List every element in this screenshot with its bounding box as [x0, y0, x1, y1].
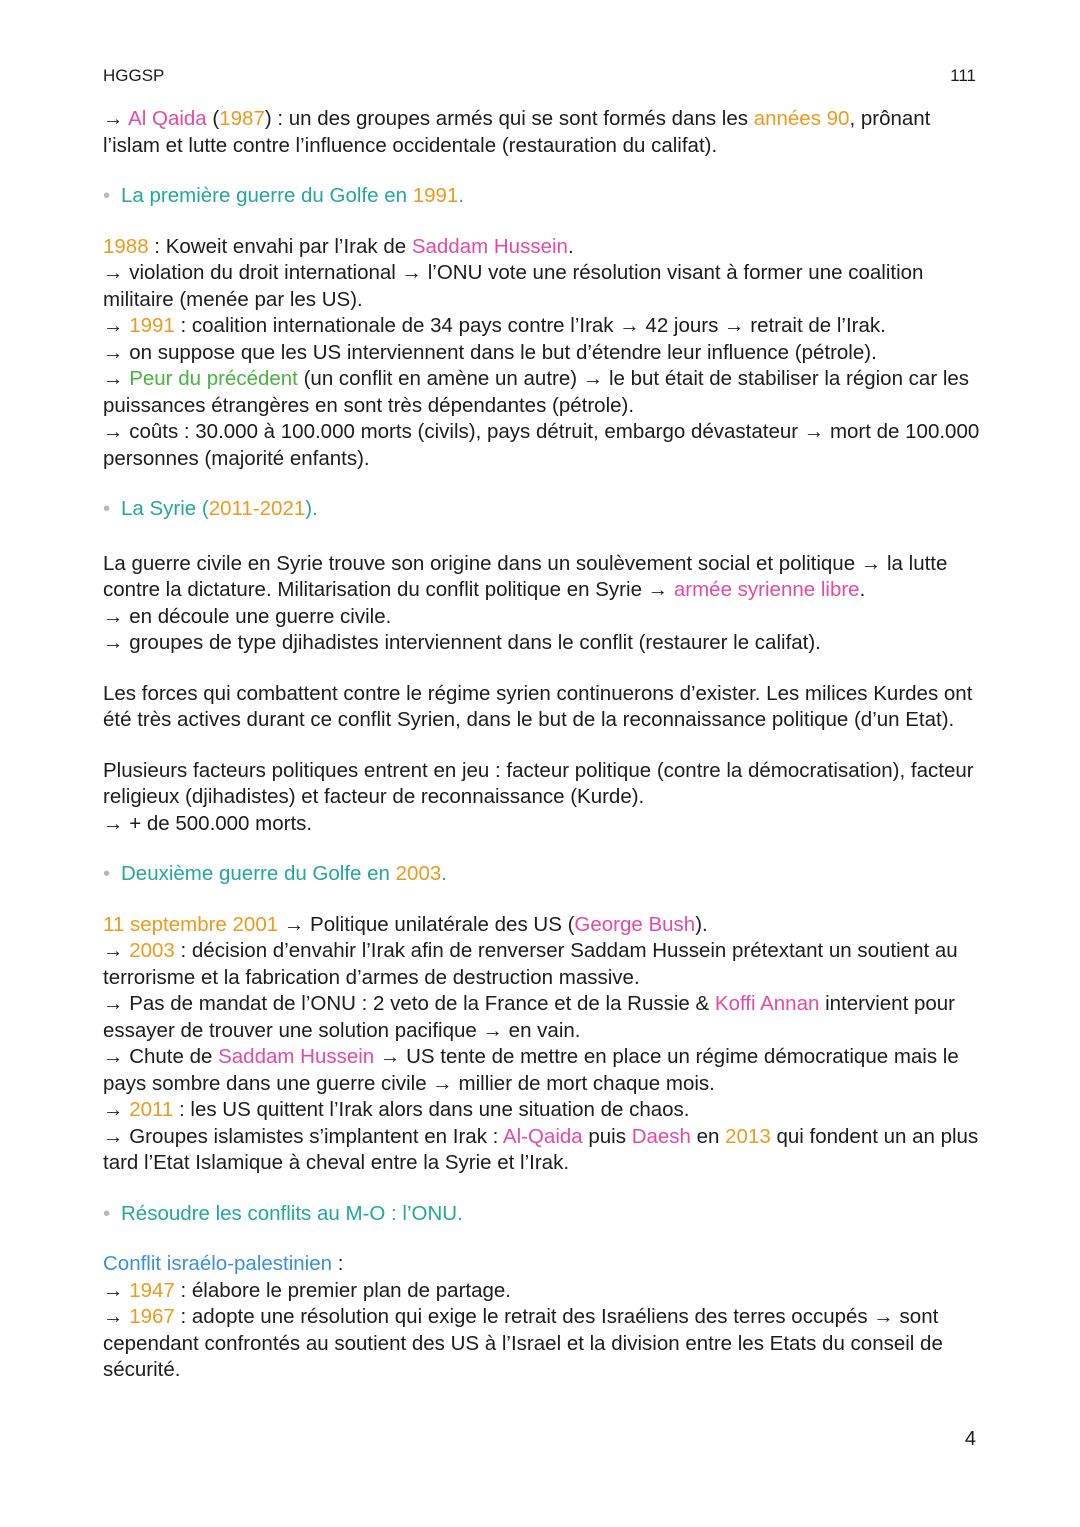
- text-run: : Koweit envahi par l’Irak de: [148, 234, 412, 258]
- note-line: [103, 340, 983, 367]
- text-run: →: [103, 107, 129, 130]
- note-line: [103, 1124, 983, 1177]
- text-run: armée syrienne libre: [673, 578, 860, 601]
- text-run: → en découle une guerre civile.: [103, 604, 392, 628]
- note-line: [103, 811, 983, 838]
- note-line: [103, 681, 983, 734]
- note-line: [103, 1097, 983, 1124]
- text-run: puis: [582, 1124, 632, 1148]
- note-line: [103, 260, 983, 313]
- bullet-icon: •: [103, 1201, 111, 1225]
- text-run: .: [567, 234, 574, 258]
- text-run: → US tente de mettre en place un régime démocratique mais le pays sombre dans une guerre civile → millier de mort chaque mois.: [103, 1045, 959, 1095]
- text-run: Conflit israélo-palestinien: [103, 1252, 333, 1275]
- text-run: → coûts : 30.000 à 100.000 morts (civils), pays détruit, embargo dévastateur → mort de 100.000 personnes (majorité enfants).: [103, 420, 980, 470]
- section-heading: [103, 861, 983, 888]
- text-run: intervient pour essayer de trouver une solution pacifique → en vain.: [103, 992, 955, 1042]
- text-run: →: [103, 367, 130, 390]
- note-line: [103, 366, 983, 419]
- page-number: 4: [964, 1428, 976, 1450]
- text-run: : adopte une résolution qui exige le retrait des Israéliens des terres occupés → sont cependant confrontés au soutient des US à l’Israel et la division entre les Etats du conseil de sécurité.: [103, 1305, 943, 1381]
- text-run: →: [103, 1098, 130, 1121]
- text-run: →: [103, 1278, 130, 1302]
- note-line: [103, 938, 983, 991]
- text-run: ).: [305, 497, 318, 520]
- note-line: [103, 234, 983, 261]
- text-run: :: [332, 1252, 344, 1275]
- note-line: [103, 1304, 983, 1384]
- text-run: George Bush: [574, 912, 696, 936]
- text-run: → on suppose que les US interviennent dans le but d’étendre leur influence (pétrole).: [103, 340, 877, 364]
- text-run: 11 septembre 2001: [103, 912, 279, 936]
- text-run: →: [103, 1305, 130, 1328]
- text-run: Al-Qaida: [502, 1124, 583, 1148]
- note-line: [103, 912, 983, 939]
- text-run: en: [690, 1124, 726, 1148]
- note-line: [103, 1278, 983, 1305]
- text-run: → Pas de mandat de l’ONU : 2 veto de la France et de la Russie &: [103, 992, 715, 1015]
- text-run: 2013: [725, 1124, 771, 1148]
- text-run: Saddam Hussein: [411, 234, 568, 258]
- text-run: .: [859, 578, 866, 601]
- text-run: → Groupes islamistes s’implantent en Irak :: [103, 1124, 503, 1148]
- text-run: Al Qaida: [128, 107, 207, 130]
- text-run: ) : un des groupes armés qui se sont formés dans les: [264, 107, 754, 130]
- text-run: La Syrie (: [121, 497, 209, 520]
- text-run: → Chute de: [103, 1045, 219, 1068]
- text-run: Les forces qui combattent contre le régime syrien continuerons d’exister. Les milices Kurdes ont été très actives durant ce conflit Syrien, dans le but de la reconnaissance politique (d’un Etat).: [103, 681, 973, 731]
- note-line: [103, 1251, 983, 1278]
- text-run: : élabore le premier plan de partage.: [174, 1278, 511, 1302]
- bullet-icon: •: [103, 862, 111, 885]
- text-run: La première guerre du Golfe en: [121, 184, 413, 207]
- text-run: 1988: [103, 234, 149, 258]
- text-run: → groupes de type djihadistes interviennent dans le conflit (restaurer le califat).: [103, 631, 821, 654]
- text-run: , prônant l’islam et lutte contre l’influence occidentale (restauration du califat).: [103, 107, 931, 157]
- text-run: .: [441, 862, 447, 885]
- text-run: 2003: [129, 939, 175, 962]
- text-run: → Politique unilatérale des US (: [278, 912, 575, 936]
- text-run: (: [206, 107, 220, 130]
- text-run: Koffi Annan: [714, 992, 820, 1015]
- note-line: [103, 604, 983, 631]
- text-run: ).: [695, 912, 708, 936]
- bullet-icon: •: [103, 497, 111, 520]
- text-run: : coalition internationale de 34 pays contre l’Irak → 42 jours → retrait de l’Irak.: [174, 314, 886, 337]
- text-run: Saddam Hussein: [218, 1045, 375, 1068]
- text-run: qui fondent un an plus tard l’Etat Islamique à cheval entre la Syrie et l’Irak.: [103, 1124, 979, 1174]
- text-run: → violation du droit international → l’ONU vote une résolution visant à former une coalition militaire (menée par les US).: [103, 261, 924, 311]
- text-run: : décision d’envahir l’Irak afin de renverser Saddam Hussein prétextant un soutient au terrorisme et la fabrication d’armes de destruction massive.: [103, 939, 958, 989]
- text-run: .: [458, 184, 465, 207]
- text-run: Peur du précédent: [129, 367, 298, 390]
- text-run: La guerre civile en Syrie trouve son origine dans un soulèvement social et politique → la lutte contre la dictature. Militarisation du conflit politique en Syrie →: [103, 551, 948, 601]
- text-run: 2011: [129, 1098, 174, 1121]
- note-line: [103, 630, 983, 657]
- page-reference: 111: [950, 66, 976, 85]
- note-line: [103, 551, 983, 604]
- text-run: →: [103, 939, 130, 962]
- text-run: (un conflit en amène un autre) → le but était de stabiliser la région car les puissances étrangères en sont très dépendantes (pétrole).: [103, 367, 970, 417]
- text-run: Résoudre les conflits au M-O : l’ONU.: [121, 1201, 463, 1225]
- note-line: [103, 419, 983, 472]
- text-run: 1987: [219, 107, 265, 130]
- text-run: années 90: [753, 107, 850, 130]
- text-run: Plusieurs facteurs politiques entrent en jeu : facteur politique (contre la démocratisation), facteur religieux (djihadistes) et facteur de reconnaissance (Kurde).: [103, 758, 974, 808]
- note-line: [103, 106, 983, 159]
- text-run: 2003: [395, 862, 442, 885]
- text-run: 1947: [129, 1278, 175, 1302]
- text-run: → + de 500.000 morts.: [103, 811, 313, 835]
- text-run: 1967: [129, 1305, 175, 1328]
- note-line: [103, 313, 983, 340]
- text-run: Daesh: [631, 1124, 691, 1148]
- notes-body: [103, 106, 983, 1384]
- section-heading: [103, 183, 983, 210]
- bullet-icon: •: [103, 184, 111, 207]
- text-run: : les US quittent l’Irak alors dans une situation de chaos.: [173, 1098, 690, 1121]
- text-run: 1991: [129, 314, 175, 337]
- text-run: 2011-2021: [208, 497, 306, 520]
- section-heading: [103, 496, 983, 523]
- section-heading: [103, 1201, 983, 1228]
- note-line: [103, 1044, 983, 1097]
- text-run: 1991: [412, 184, 459, 207]
- note-line: [103, 991, 983, 1044]
- note-line: [103, 758, 983, 811]
- subject-header: HGGSP: [103, 66, 165, 85]
- text-run: Deuxième guerre du Golfe en: [121, 862, 396, 885]
- text-run: →: [103, 314, 130, 337]
